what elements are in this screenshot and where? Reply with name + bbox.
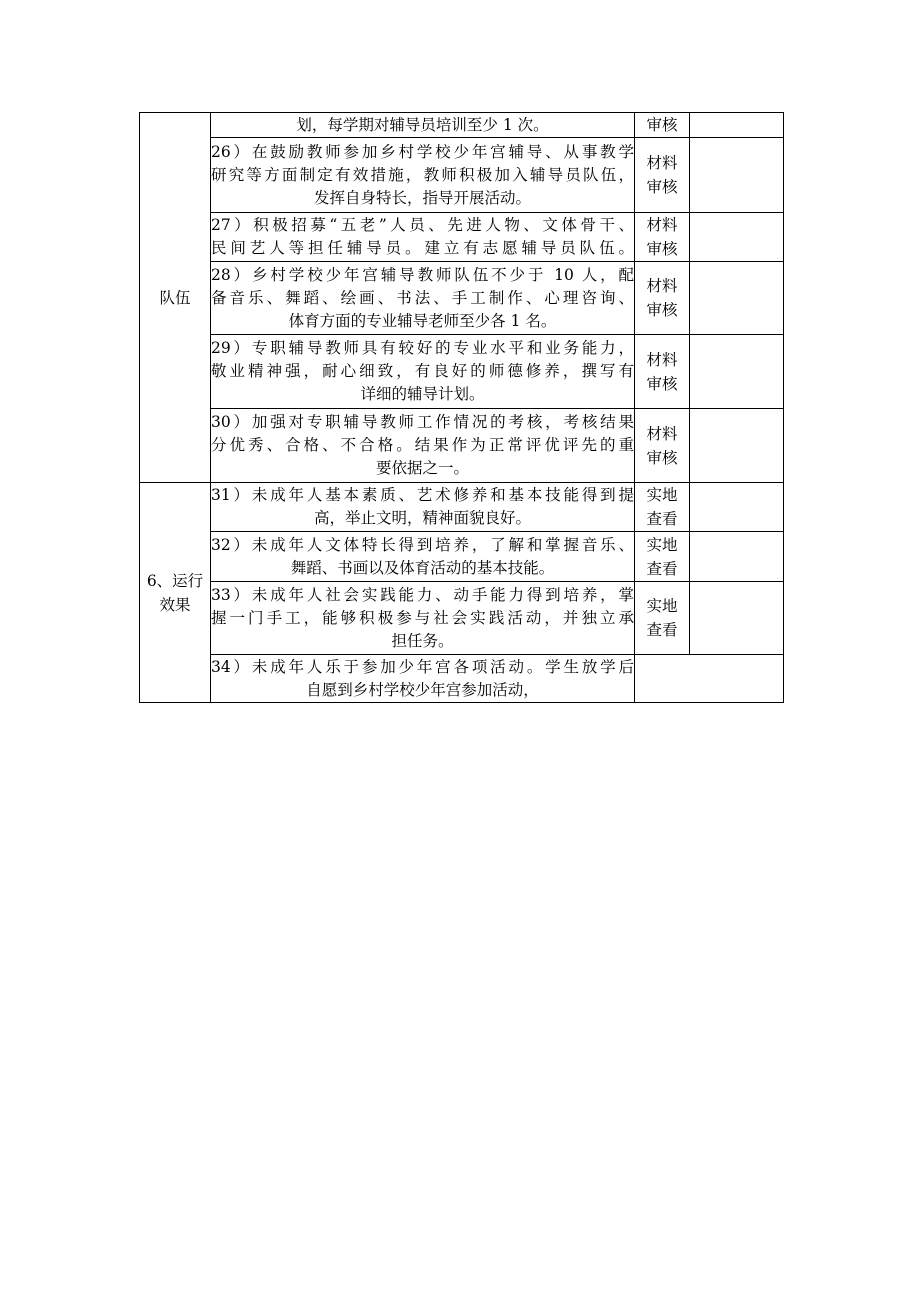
- criterion-cell: [211, 532, 635, 582]
- table-row: [140, 138, 784, 213]
- criterion-line: 自愿到乡村学校少年宫参加活动，: [306, 680, 539, 699]
- table-row: [140, 483, 784, 532]
- method-cell: [635, 483, 690, 532]
- category-label-operation-effect: 效果: [159, 595, 191, 614]
- criterion-line: 高，举止文明，精神面貌良好。: [313, 509, 531, 527]
- criterion-cell: [211, 582, 635, 655]
- criterion-cell: [211, 262, 635, 335]
- category-cell-operation-effect: [140, 483, 211, 703]
- category-label-team: 队伍: [159, 288, 191, 307]
- method-label: 材料: [646, 350, 678, 369]
- method-cell: [635, 532, 690, 582]
- criterion-line: 舞蹈、书画以及体育活动的基本技能。: [290, 558, 555, 577]
- score-cell: [690, 483, 784, 532]
- criterion-line: 发挥自身特长，指导开展活动。: [313, 188, 531, 207]
- method-cell: [635, 113, 690, 138]
- method-label: 审核: [646, 178, 678, 196]
- criterion-line: 民间艺人等担任辅导员。建立有志愿辅导员队伍。: [211, 239, 634, 257]
- criterion-line: 29）专职辅导教师具有较好的专业水平和业务能力，: [211, 339, 634, 357]
- criterion-line: 27）积极招募“五老”人员、先进人物、文体骨干、: [211, 216, 634, 234]
- criterion-line: 31）未成年人基本素质、艺术修养和基本技能得到提: [211, 486, 634, 504]
- score-cell: [690, 138, 784, 213]
- method-label: 材料: [646, 154, 678, 172]
- method-cell: [635, 582, 690, 655]
- method-label: 实地: [646, 535, 678, 554]
- criterion-line: 要依据之一。: [375, 459, 469, 477]
- criterion-line: 详细的辅导计划。: [360, 385, 485, 403]
- criterion-line: 担任务。: [391, 631, 454, 650]
- criterion-cell: [211, 409, 635, 483]
- score-cell: [690, 532, 784, 582]
- table-row: [140, 262, 784, 335]
- criterion-cell: [211, 213, 635, 262]
- criterion-line: 划，每学期对辅导员培训至少 1 次。: [296, 115, 549, 134]
- criterion-cell: [211, 138, 635, 213]
- score-cell: [690, 262, 784, 335]
- method-label: 审核: [646, 374, 678, 393]
- score-cell: [690, 335, 784, 409]
- criterion-line: 34）未成年人乐于参加少年宫各项活动。学生放学后: [211, 657, 634, 676]
- table-row: [140, 655, 784, 703]
- criterion-line: 握一门手工，能够积极参与社会实践活动，并独立承: [211, 608, 634, 627]
- method-cell: [635, 213, 690, 262]
- method-cell: [635, 335, 690, 409]
- method-cell: [635, 409, 690, 483]
- method-label: 查看: [646, 510, 678, 528]
- criterion-cell: [211, 335, 635, 409]
- method-label: 材料: [646, 216, 678, 234]
- method-label: 材料: [646, 424, 678, 443]
- score-cell: [690, 409, 784, 483]
- method-label: 实地: [646, 486, 678, 504]
- criterion-line: 敬业精神强，耐心细致，有良好的师德修养，撰写有: [211, 362, 634, 380]
- criterion-line: 26）在鼓励教师参加乡村学校少年宫辅导、从事教学: [211, 142, 634, 161]
- table-row: [140, 582, 784, 655]
- table-row: [140, 409, 784, 483]
- category-label-operation-effect: 6、运行: [146, 571, 204, 590]
- criterion-line: 32）未成年人文体特长得到培养，了解和掌握音乐、: [211, 535, 634, 554]
- criterion-cell: [211, 655, 635, 703]
- method-label: 实地: [646, 597, 678, 615]
- method-cell: [635, 138, 690, 213]
- method-label: 审核: [646, 448, 678, 467]
- method-label: 审核: [646, 301, 678, 319]
- category-cell-team: [140, 113, 211, 483]
- method-label: 查看: [646, 559, 678, 578]
- score-cell: [690, 113, 784, 138]
- criterion-line: 备音乐、舞蹈、绘画、书法、手工制作、心理咨询、: [211, 288, 634, 307]
- table-row: [140, 113, 784, 138]
- table-row: [140, 213, 784, 262]
- criterion-line: 33）未成年人社会实践能力、动手能力得到培养，掌: [211, 585, 634, 604]
- criterion-cell: [211, 483, 635, 532]
- method-cell: [635, 262, 690, 335]
- method-label: 材料: [646, 277, 678, 295]
- evaluation-table: [139, 112, 784, 703]
- criterion-line: 体育方面的专业辅导老师至少各 1 名。: [288, 311, 557, 330]
- method-score-merged-cell: [635, 655, 784, 703]
- criterion-line: 研究等方面制定有效措施，教师积极加入辅导员队伍，: [211, 165, 634, 184]
- score-cell: [690, 582, 784, 655]
- table-row: [140, 532, 784, 582]
- method-label: 审核: [646, 240, 678, 258]
- criterion-cell: [211, 113, 635, 138]
- method-label: 审核: [646, 116, 678, 134]
- table-row: [140, 335, 784, 409]
- criterion-line: 分优秀、合格、不合格。结果作为正常评优评先的重: [211, 436, 634, 454]
- criterion-line: 28）乡村学校少年宫辅导教师队伍不少于 10 人，配: [211, 265, 634, 284]
- score-cell: [690, 213, 784, 262]
- criterion-line: 30）加强对专职辅导教师工作情况的考核，考核结果: [211, 413, 634, 431]
- method-label: 查看: [646, 621, 678, 639]
